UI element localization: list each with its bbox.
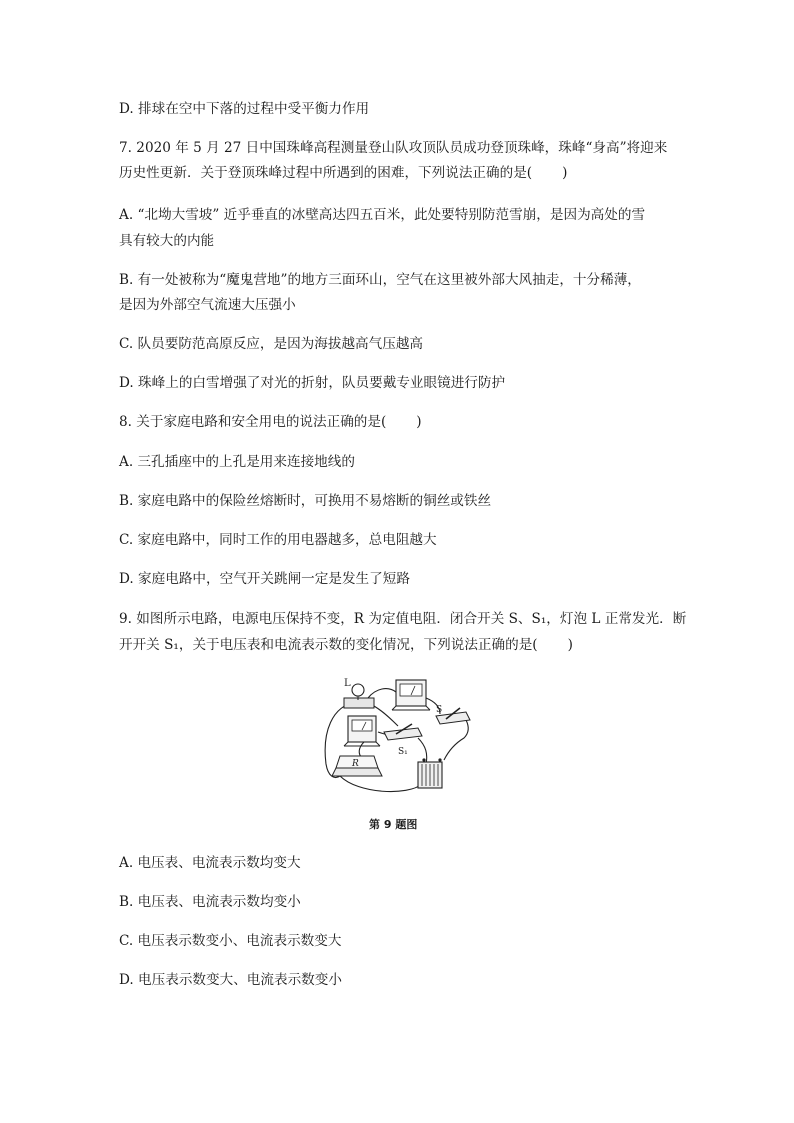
battery xyxy=(418,758,442,788)
wire-lamp-ammeter xyxy=(368,689,396,698)
q7-option-a-line2: 具有较大的内能 xyxy=(119,233,215,249)
q7-option-d: D. 珠峰上的白雪增强了对光的折射，队员要戴专业眼镜进行防护 xyxy=(119,375,506,391)
q9-stem-line2 xyxy=(119,639,573,653)
ammeter xyxy=(392,680,430,710)
wire-switch-right xyxy=(444,720,468,760)
q7-stem-line2 xyxy=(119,167,567,181)
figure-caption: 第 9 题图 xyxy=(369,818,418,831)
q8-answer-paren: ) xyxy=(416,414,422,430)
q7-option-b-line2: 是因为外部空气流速大压强小 xyxy=(119,297,296,313)
q9-option-c: C. 电压表示数变小、电流表示数变大 xyxy=(119,933,342,949)
q9-option-b: B. 电压表、电流表示数均变小 xyxy=(119,894,301,910)
q8-option-c: C. 家庭电路中，同时工作的用电器越多，总电阻越大 xyxy=(119,532,437,548)
label-switch-s1: S₁ xyxy=(398,747,408,757)
q8-option-b: B. 家庭电路中的保险丝熔断时，可换用不易熔断的铜丝或铁丝 xyxy=(119,493,492,509)
q9-stem-text: 开开关 S₁，关于电压表和电流表示数的变化情况，下列说法正确的是( xyxy=(119,637,538,653)
q9-option-a: A. 电压表、电流表示数均变大 xyxy=(119,855,301,871)
wire-mid xyxy=(374,706,398,726)
q7-option-b-line1: B. 有一处被称为“魔鬼营地”的地方三面环山，空气在这里被外部大风抽走，十分稀薄， xyxy=(119,272,641,288)
label-resistor: R xyxy=(352,759,359,769)
voltmeter xyxy=(344,716,380,746)
q8-stem-text: 8. 关于家庭电路和安全用电的说法正确的是( xyxy=(119,414,387,430)
q8-stem xyxy=(119,416,422,430)
q9-option-d: D. 电压表示数变大、电流表示数变小 xyxy=(119,972,342,988)
q7-option-c: C. 队员要防范高原反应，是因为海拔越高气压越高 xyxy=(119,336,424,352)
switch-s1 xyxy=(384,724,422,740)
q6-option-d: D. 排球在空中下落的过程中受平衡力作用 xyxy=(119,101,370,117)
circuit-figure xyxy=(318,672,478,800)
q8-option-a: A. 三孔插座中的上孔是用来连接地线的 xyxy=(119,454,355,470)
q7-stem-line1: 7. 2020 年 5 月 27 日中国珠峰高程测量登山队攻顶队员成功登顶珠峰，珠峰“身高”将迎来 xyxy=(119,140,668,156)
label-lamp: L xyxy=(344,678,351,689)
q7-option-a-line1: A. “北坳大雪坡” 近乎垂直的冰壁高达四五百米，此处要特别防范雪崩，是因为高处的雪 xyxy=(119,207,646,223)
q9-stem-line1: 9. 如图所示电路，电源电压保持不变，R 为定值电阻．闭合开关 S、S₁，灯泡 L 正常发光．断 xyxy=(119,611,687,627)
label-switch-s: S xyxy=(436,705,443,715)
q8-option-d: D. 家庭电路中，空气开关跳闸一定是发生了短路 xyxy=(119,571,410,587)
q7-stem-text: 历史性更新．关于登顶珠峰过程中所遇到的困难，下列说法正确的是( xyxy=(119,165,533,181)
q9-answer-paren: ) xyxy=(567,637,573,653)
q7-answer-paren: ) xyxy=(562,165,568,181)
wire-bottom xyxy=(340,776,422,792)
